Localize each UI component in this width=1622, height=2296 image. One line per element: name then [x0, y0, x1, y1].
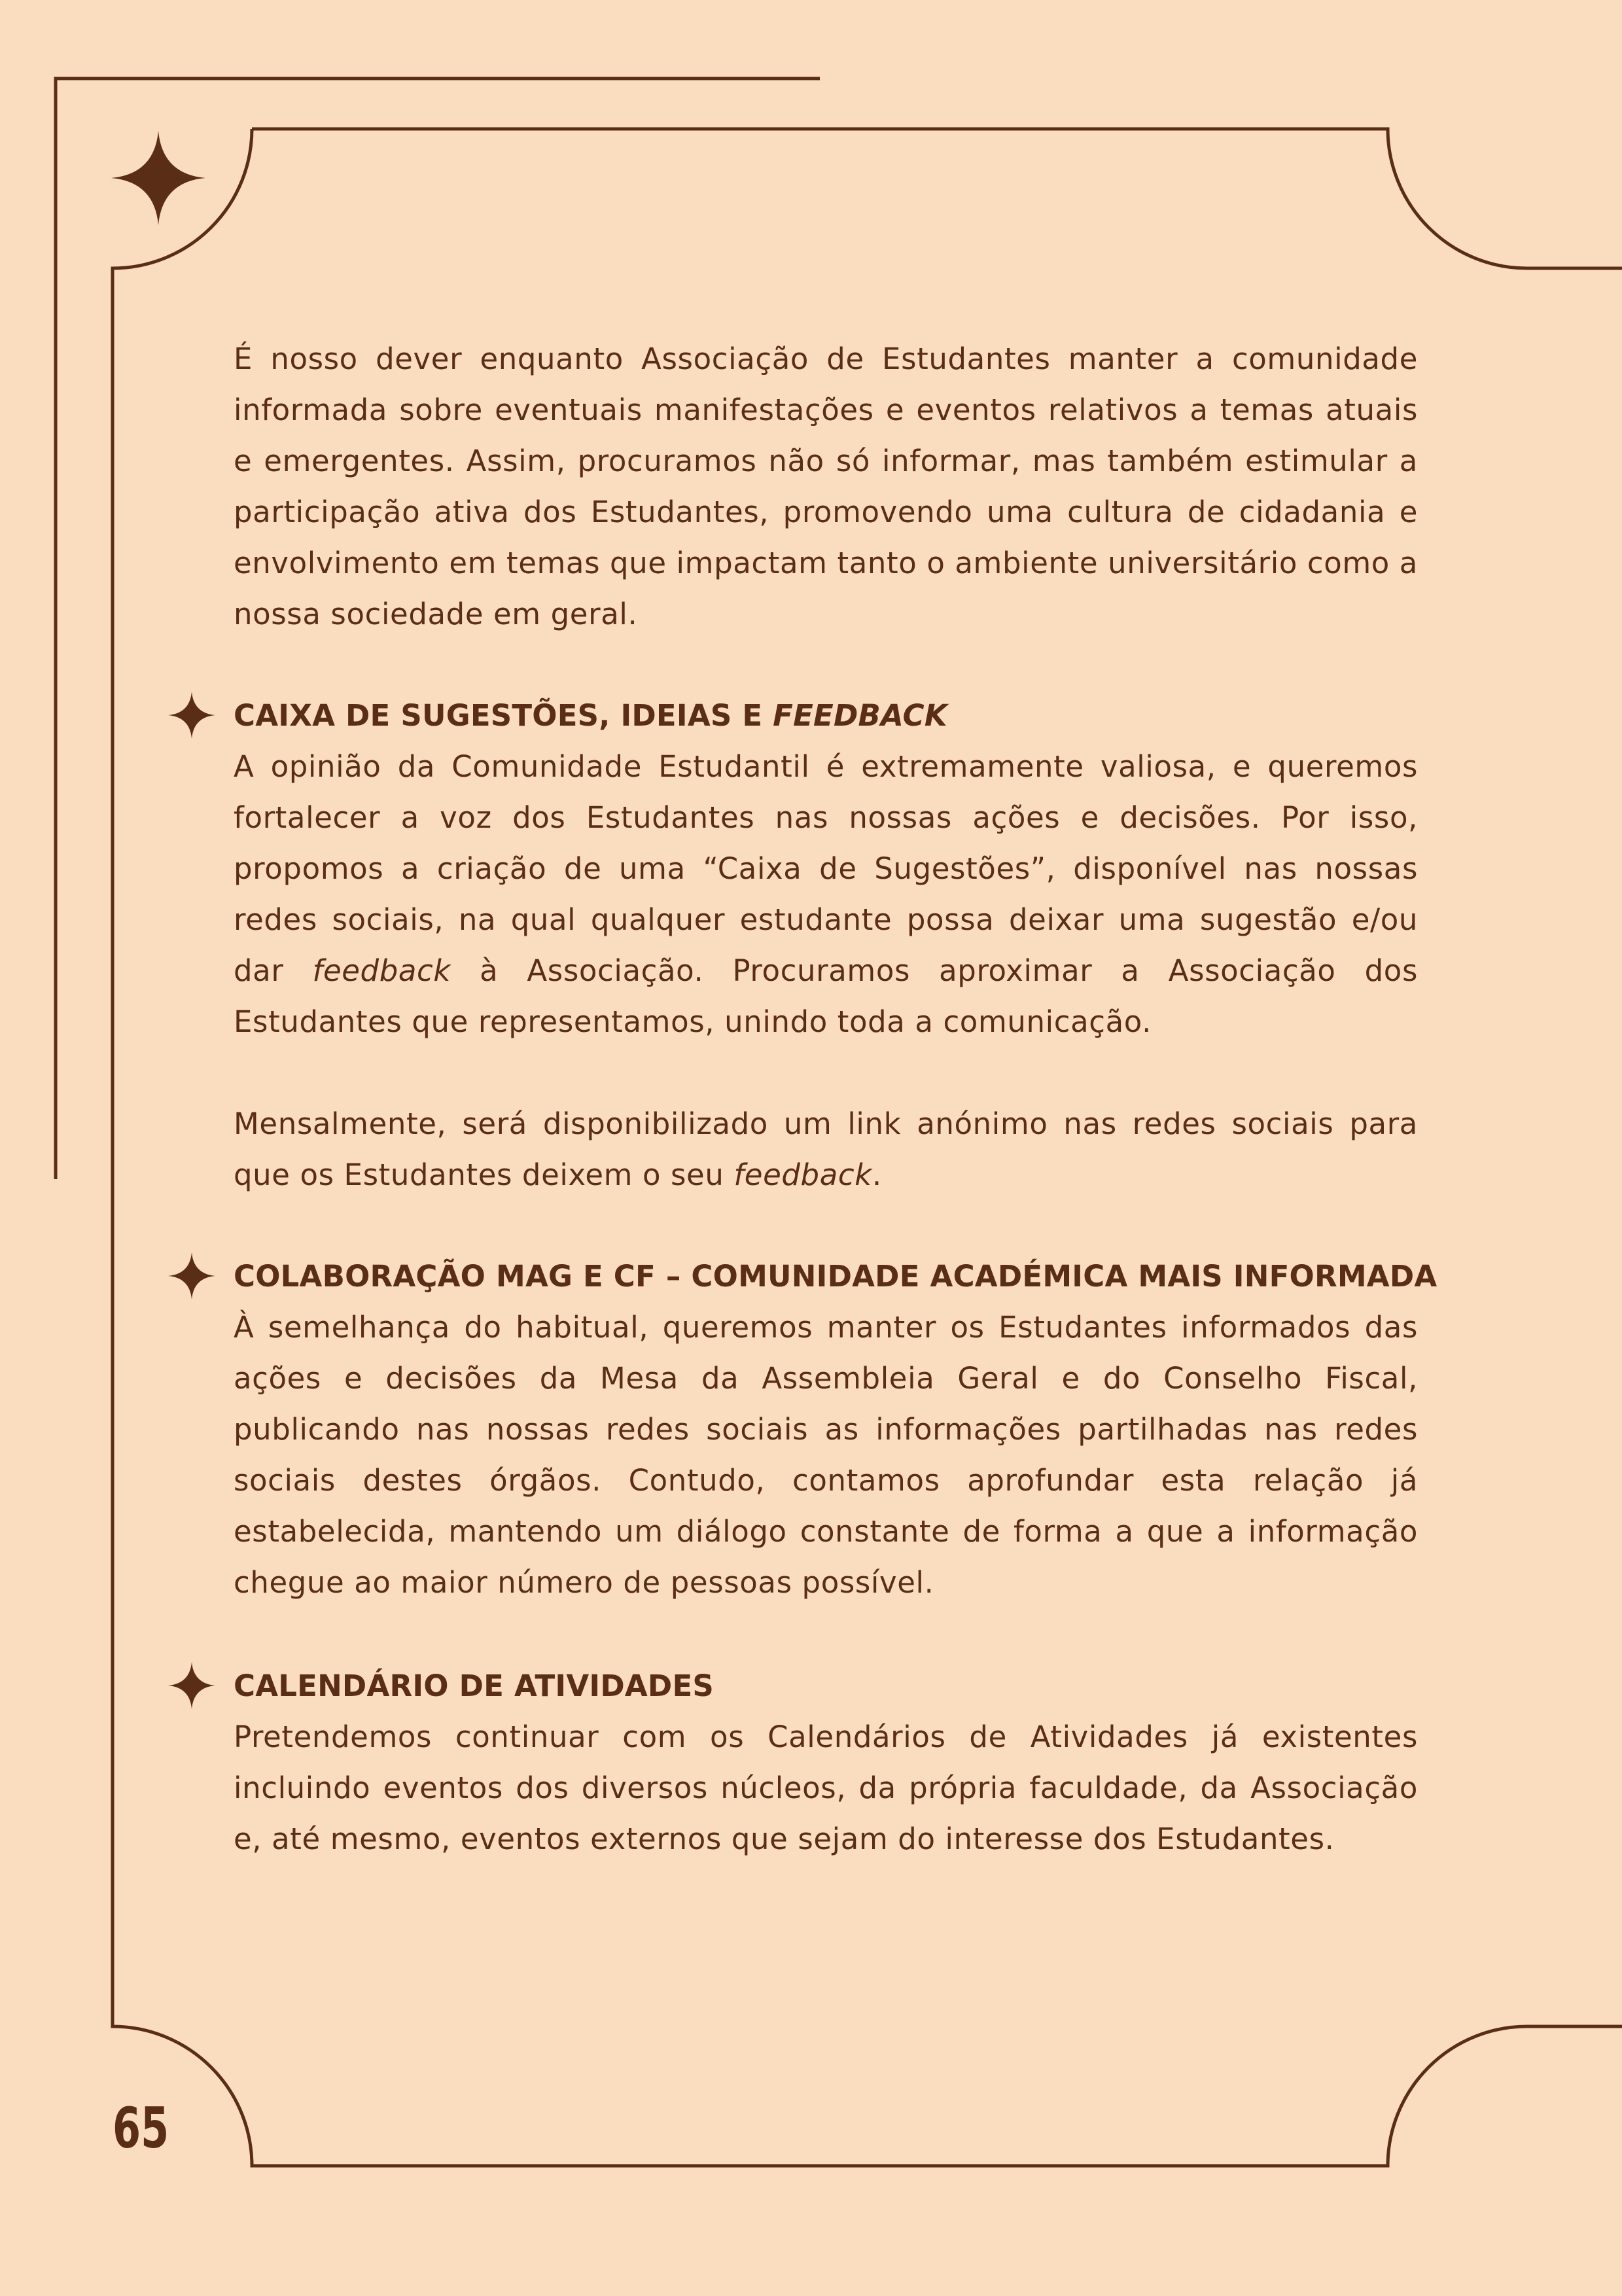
section-paragraph: À semelhança do habitual, queremos manter os Estudantes informados das ações e decisões da Mesa da Assembleia Geral e do Conselho Fiscal, publicando nas nossas redes sociais as informações partilhadas nas redes sociais destes órgãos. Contudo, contamos aprofundar esta relação já estabelecida, mantendo um diálogo constante de forma a que a informação chegue ao maior número de pessoas possível. — [234, 1310, 1418, 1600]
intro-paragraph: É nosso dever enquanto Associação de Estudantes manter a comunidade informada sobre eventuais manifestações e eventos relativos a temas atuais e emergentes. Assim, procuramos não só informar, mas também estimular a participação ativa dos Estudantes, promovendo uma cultura de cidadania e envolvimento em temas que impactam tanto o ambiente universitário como a nossa sociedade em geral. — [234, 342, 1418, 631]
bullet-star-icon — [167, 1661, 217, 1710]
page-number: 65 — [113, 2096, 169, 2161]
section-paragraph: Pretendemos continuar com os Calendários de Atividades já existentes incluindo eventos dos diversos núcleos, da própria faculdade, da Associação e, até mesmo, eventos externos que sejam do interesse dos Estudantes. — [234, 1720, 1418, 1856]
section-calendar — [234, 1661, 1418, 1865]
section-mag-cf — [234, 1251, 1437, 1608]
section-title: CAIXA DE SUGESTÕES, IDEIAS E FEEDBACK — [234, 698, 947, 733]
section-suggestions — [234, 690, 1418, 1201]
section-paragraph: A opinião da Comunidade Estudantil é extremamente valiosa, e queremos fortalecer a voz dos Estudantes nas nossas ações e decisões. Por isso, propomos a criação de uma “Caixa de Sugestões”, disponível nas nossas redes sociais, na qual qualquer estudante possa deixar uma sugestão e/ou dar feedback à Associação. Procuramos aproximar a Associação dos Estudantes que representamos, unindo toda a comunicação. — [234, 749, 1418, 1039]
bullet-star-icon — [167, 1251, 217, 1301]
bullet-star-icon — [167, 690, 217, 740]
intro-block — [234, 334, 1418, 640]
section-title: COLABORAÇÃO MAG E CF – COMUNIDADE ACADÉMICA MAIS INFORMADA — [234, 1259, 1437, 1294]
section-paragraph-monthly: Mensalmente, será disponibilizado um link anónimo nas redes sociais para que os Estudantes deixem o seu feedback. — [234, 1106, 1418, 1192]
section-title: CALENDÁRIO DE ATIVIDADES — [234, 1669, 714, 1703]
corner-star-icon — [111, 131, 205, 225]
